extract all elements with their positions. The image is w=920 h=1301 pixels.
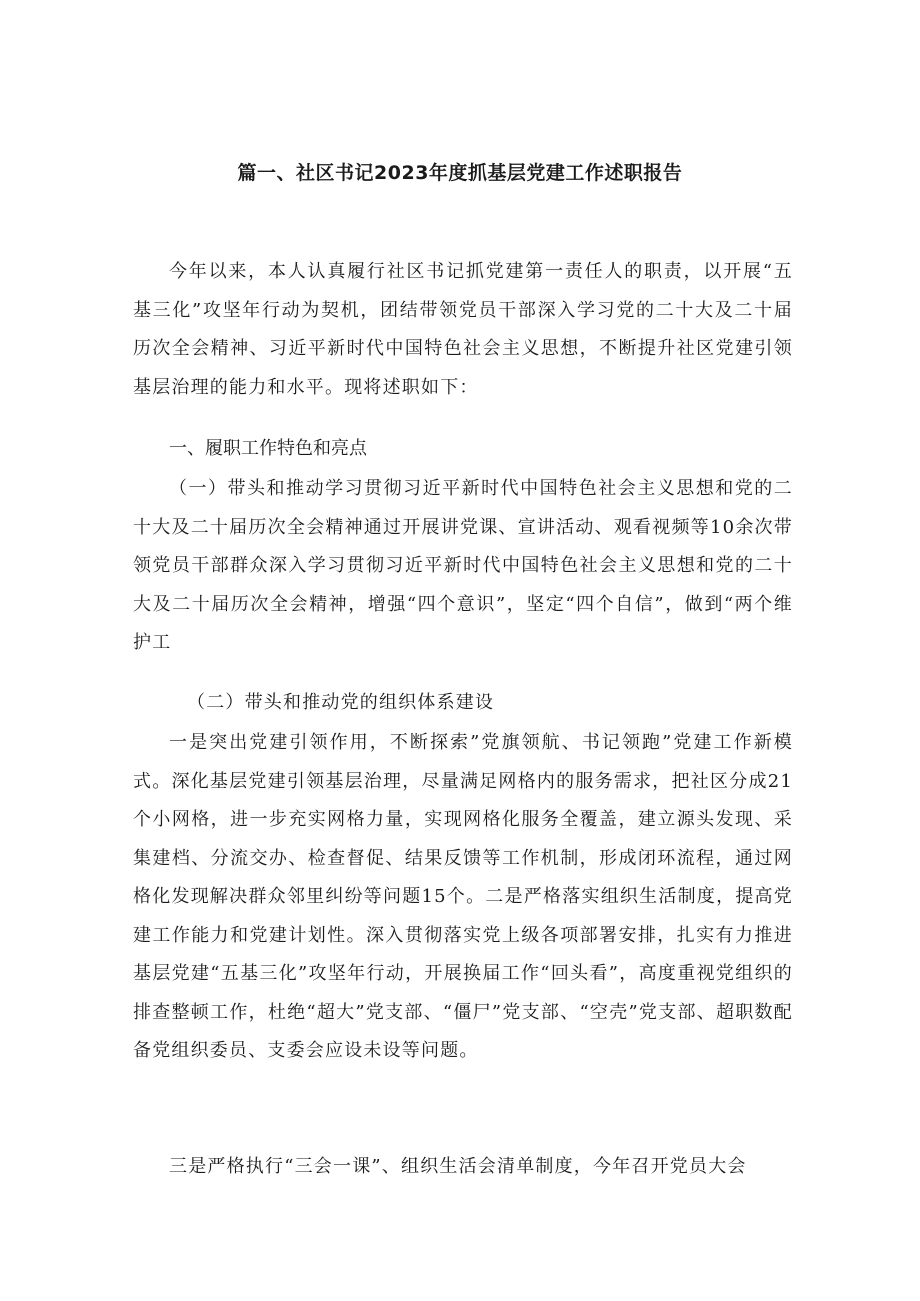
subsection-1-paragraph: （一）带头和推动学习贯彻习近平新时代中国特色社会主义思想和党的二十大及二十届历次全会精神通过开展讲党课、宣讲活动、观看视频等10余次带领党员干部群众深入学习贯彻习近平新时代中国特色社会主义思想和党的二十大及二十届历次全会精神，增强“四个意识”，坚定“四个自信”，做到“两个维护工 — [133, 478, 793, 653]
last-paragraph: 三是严格执行“三会一课”、组织生活会清单制度，今年召开党员大会 — [169, 1156, 747, 1177]
intro-paragraph: 今年以来，本人认真履行社区书记抓党建第一责任人的职责，以开展“五基三化”攻坚年行动为契机，团结带领党员干部深入学习党的二十大及二十届历次全会精神、习近平新时代中国特色社会主义思想，不断提升社区党建引领基层治理的能力和水平。现将述职如下： — [133, 261, 793, 398]
document-title: 篇一、社区书记2023年度抓基层党建工作述职报告 — [237, 162, 683, 184]
subsection-2-paragraph: 一是突出党建引领作用，不断探索”党旗领航、书记领跑”党建工作新模式。深化基层党建引领基层治理，尽量满足网格内的服务需求，把社区分成21个小网格，进一步充实网格力量，实现网格化服务全覆盖，建立源头发现、采集建档、分流交办、检查督促、结果反馈等工作机制，形成闭环流程，通过网格化发现解决群众邻里纠纷等问题15个。二是严格落实组织生活制度，提高党建工作能力和党建计划性。深入贯彻落实党上级各项部署安排，扎实有力推进基层党建“五基三化”攻坚年行动，开展换届工作“回头看”，高度重视党组织的排查整顿工作，杜绝“超大”党支部、“僵尸”党支部、“空壳”党支部、超职数配备党组织委员、支委会应设未设等问题。 — [133, 732, 793, 1061]
subsection-2-heading: （二）带头和推动党的组织体系建设 — [187, 692, 495, 713]
section-heading: 一、履职工作特色和亮点 — [169, 438, 367, 459]
